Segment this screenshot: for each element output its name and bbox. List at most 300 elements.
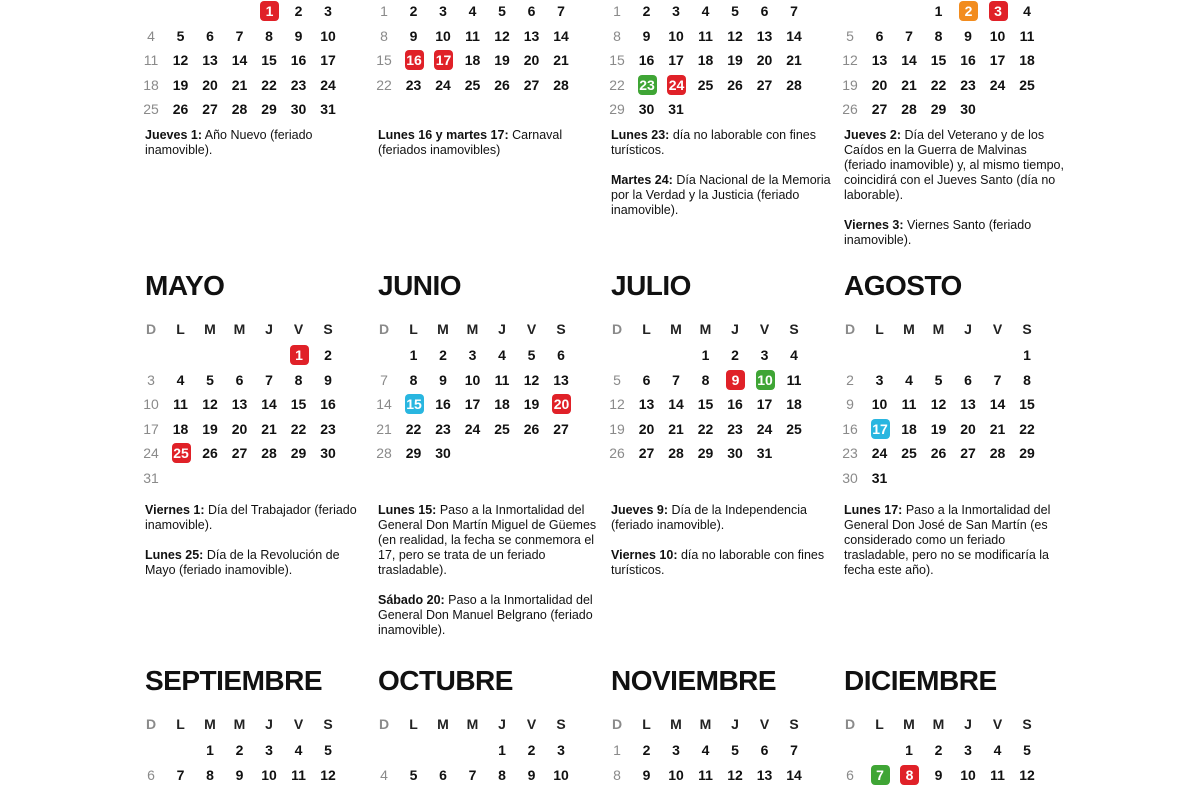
- holiday-note-date: Martes 24:: [611, 173, 673, 187]
- day-cell: 23: [727, 420, 743, 437]
- day-cell: 17: [320, 52, 336, 68]
- day-cell: 24: [320, 76, 336, 93]
- day-cell: 26: [172, 101, 189, 117]
- day-cell: 10: [464, 371, 481, 388]
- day-cell: 27: [523, 76, 540, 93]
- day-cell: 16: [435, 396, 451, 412]
- holiday-note: [611, 128, 831, 158]
- weekday-label: M: [204, 321, 216, 337]
- day-cell: 1: [1023, 347, 1031, 363]
- holiday-note: [378, 593, 598, 638]
- day-cell: 18: [143, 76, 159, 93]
- day-cell: [955, 0, 981, 22]
- day-cell: 10: [668, 27, 684, 44]
- day-cell: 22: [405, 420, 422, 437]
- holiday-note: [378, 503, 598, 578]
- day-cell: 20: [960, 420, 976, 437]
- weekday-label: D: [611, 716, 623, 732]
- day-cell: 13: [871, 52, 888, 68]
- weekday-label: D: [844, 321, 856, 337]
- day-cell: 11: [291, 766, 306, 783]
- day-cell: [663, 74, 689, 96]
- day-cell: 23: [320, 420, 336, 437]
- day-cell: [430, 49, 456, 71]
- day-cell: 9: [527, 766, 536, 783]
- holiday-badge: 24: [668, 76, 685, 93]
- day-cell: 9: [642, 766, 651, 783]
- day-cell: 16: [842, 420, 858, 437]
- day-cell: 3: [557, 742, 565, 758]
- day-cell: 6: [235, 371, 244, 388]
- day-cell: 23: [842, 445, 858, 461]
- holiday-note-date: Viernes 10:: [611, 548, 678, 562]
- day-cell: 2: [439, 347, 447, 363]
- weekday-label: S: [1022, 716, 1032, 732]
- holiday-notes: [611, 503, 831, 593]
- day-cell: 29: [697, 445, 714, 461]
- day-cell: 20: [523, 52, 540, 68]
- day-cell: [401, 49, 427, 71]
- day-cell: 3: [324, 3, 332, 19]
- day-cell: 16: [638, 52, 655, 68]
- day-cell: 30: [320, 445, 336, 461]
- day-cell: 1: [206, 742, 214, 758]
- holiday-notes: [378, 503, 598, 653]
- day-cell: 4: [468, 3, 477, 19]
- day-cell: 9: [846, 396, 854, 412]
- holiday-note-date: Lunes 16 y martes 17:: [378, 128, 509, 142]
- day-cell: 5: [527, 347, 536, 363]
- day-cell: 3: [760, 347, 769, 363]
- day-cell: 15: [1019, 396, 1035, 412]
- day-cell: 24: [756, 420, 773, 437]
- day-cell: 8: [265, 27, 273, 44]
- day-cell: 28: [786, 76, 802, 93]
- day-cell: 25: [1019, 76, 1035, 93]
- day-cell: 14: [261, 396, 277, 412]
- month-title: SEPTIEMBRE: [145, 665, 323, 696]
- day-cell: 19: [202, 420, 218, 437]
- day-cell: 30: [435, 445, 451, 461]
- day-cell: 21: [668, 420, 684, 437]
- holiday-note-date: Viernes 1:: [145, 503, 205, 517]
- weekday-label: M: [903, 321, 915, 337]
- weekday-label: J: [498, 321, 506, 337]
- day-cell: 4: [993, 742, 1002, 758]
- day-cell: 18: [697, 52, 714, 68]
- day-cell: 15: [261, 52, 277, 68]
- holiday-note-date: Viernes 3:: [844, 218, 904, 232]
- weekday-label: M: [670, 321, 682, 337]
- day-cell: 3: [672, 742, 680, 758]
- day-cell: 15: [609, 52, 625, 68]
- day-cell: 19: [930, 420, 947, 437]
- day-cell: 3: [265, 742, 273, 758]
- holiday-note: [611, 548, 831, 578]
- day-cell: 29: [1019, 445, 1035, 461]
- day-cell: 5: [934, 371, 943, 388]
- day-cell: 1: [409, 347, 418, 363]
- holiday-badge: 2: [959, 1, 978, 21]
- day-cell: 6: [206, 27, 214, 44]
- holiday-note-text: Día del Trabajador (feriado inamovible).: [145, 503, 357, 532]
- day-cell: 25: [464, 76, 481, 93]
- weekday-label: L: [409, 716, 418, 732]
- holiday-note-date: Jueves 9:: [611, 503, 668, 517]
- day-cell: 28: [989, 445, 1006, 461]
- day-cell: 5: [613, 371, 621, 388]
- holiday-badge: 20: [553, 396, 570, 412]
- day-cell: 18: [464, 52, 481, 68]
- day-cell: 24: [143, 445, 159, 461]
- holiday-note-text: día no laborable con fines turísticos.: [611, 548, 825, 577]
- holiday-note-date: Lunes 17:: [844, 503, 903, 517]
- day-cell: 2: [642, 3, 651, 19]
- weekday-label: J: [731, 716, 739, 732]
- day-cell: 1: [380, 3, 388, 19]
- day-cell: 8: [380, 27, 388, 44]
- holiday-notes: [145, 503, 365, 593]
- day-cell: 3: [468, 347, 477, 363]
- day-cell: 31: [668, 101, 684, 117]
- day-cell: 6: [147, 766, 155, 783]
- day-cell: 10: [871, 396, 888, 412]
- day-cell: 11: [901, 396, 917, 412]
- day-cell: 12: [930, 396, 947, 412]
- day-cell: 22: [290, 420, 307, 437]
- day-cell: 10: [989, 27, 1006, 44]
- day-cell: 4: [147, 27, 155, 44]
- day-cell: 21: [786, 52, 802, 68]
- day-cell: 27: [553, 420, 569, 437]
- day-cell: 15: [697, 396, 714, 412]
- day-cell: 9: [439, 371, 447, 388]
- day-cell: 28: [668, 445, 684, 461]
- holiday-badge: 1: [260, 1, 279, 21]
- day-cell: 25: [901, 445, 917, 461]
- day-cell: 26: [202, 445, 218, 461]
- weekday-label: L: [176, 716, 185, 732]
- day-cell: 3: [147, 371, 155, 388]
- day-cell: 29: [609, 101, 625, 117]
- weekday-label: M: [466, 716, 479, 732]
- day-cell: 18: [786, 396, 802, 412]
- month-title: OCTUBRE: [378, 665, 513, 696]
- day-cell: 2: [934, 742, 943, 758]
- day-cell: 20: [871, 76, 888, 93]
- day-cell: 31: [871, 469, 888, 486]
- day-cell: 27: [638, 445, 655, 461]
- month-title: AGOSTO: [844, 270, 962, 301]
- holiday-note: [145, 128, 365, 158]
- holiday-badge: 15: [406, 396, 422, 412]
- holiday-badge: 17: [435, 52, 452, 68]
- day-cell: 29: [930, 101, 947, 117]
- month-title: JULIO: [611, 270, 691, 301]
- day-cell: 10: [668, 766, 684, 783]
- day-cell: 26: [523, 420, 540, 437]
- day-cell: 1: [613, 3, 621, 19]
- day-cell: 29: [261, 101, 277, 117]
- weekday-label: M: [903, 716, 915, 732]
- month-title: MAYO: [145, 270, 225, 301]
- day-cell: 24: [871, 445, 888, 461]
- day-cell: 9: [324, 371, 332, 388]
- day-cell: 13: [231, 396, 248, 412]
- weekday-label: M: [932, 321, 945, 337]
- weekday-label: S: [789, 321, 799, 337]
- weekday-label: L: [875, 716, 884, 732]
- day-cell: 1: [613, 742, 621, 758]
- weekday-label: V: [992, 321, 1003, 337]
- day-cell: 13: [202, 52, 218, 68]
- holiday-notes: [145, 128, 365, 173]
- day-cell: 9: [934, 766, 943, 783]
- day-cell: 21: [901, 76, 917, 93]
- day-cell: 25: [494, 420, 510, 437]
- day-cell: 13: [756, 27, 773, 44]
- day-cell: 21: [261, 420, 277, 437]
- day-cell: 4: [701, 742, 710, 758]
- day-cell: 27: [960, 445, 976, 461]
- holiday-note: [844, 503, 1064, 578]
- weekday-label: D: [378, 716, 390, 732]
- day-cell: 22: [609, 76, 625, 93]
- holiday-note-date: Lunes 25:: [145, 548, 204, 562]
- holiday-note-text: Día del Veterano y de los Caídos en la Guerra de Malvinas (feriado inamovible) y, al mismo tiempo, coincidirá con el Jueves Santo (día no laborable).: [844, 128, 1064, 202]
- day-cell: 6: [846, 766, 854, 783]
- day-cell: 12: [172, 52, 189, 68]
- holiday-badge: 25: [173, 445, 189, 461]
- holiday-badge: 16: [406, 52, 422, 68]
- holiday-note-text: Paso a la Inmortalidad del General Don José de San Martín (es considerado como un feriado trasladable, pero no se modificaría la fecha este año).: [844, 503, 1051, 577]
- day-cell: 11: [698, 27, 713, 44]
- day-cell: 7: [380, 371, 388, 388]
- day-cell: 6: [439, 766, 447, 783]
- day-cell: 24: [989, 76, 1006, 93]
- weekday-label: M: [932, 716, 945, 732]
- day-cell: 20: [756, 52, 773, 68]
- day-cell: 14: [553, 27, 569, 44]
- weekday-label: S: [1022, 321, 1032, 337]
- day-cell: 13: [638, 396, 655, 412]
- day-cell: 26: [930, 445, 947, 461]
- day-cell: 14: [901, 52, 917, 68]
- day-cell: 1: [905, 742, 913, 758]
- day-cell: 19: [172, 76, 189, 93]
- day-cell: 31: [756, 445, 773, 461]
- day-cell: [401, 393, 427, 415]
- day-cell: [634, 74, 660, 96]
- day-cell: 1: [701, 347, 710, 363]
- holiday-badge: 10: [757, 371, 773, 388]
- day-cell: 7: [790, 742, 798, 758]
- day-cell: 16: [290, 52, 307, 68]
- day-cell: 19: [727, 52, 743, 68]
- day-cell: 22: [930, 76, 947, 93]
- weekday-label: V: [992, 716, 1003, 732]
- day-cell: 14: [668, 396, 684, 412]
- day-cell: 6: [875, 27, 884, 44]
- day-cell: 11: [173, 396, 188, 412]
- day-cell: 30: [960, 101, 976, 117]
- day-cell: 5: [846, 27, 854, 44]
- day-cell: [168, 442, 194, 464]
- day-cell: 7: [905, 27, 913, 44]
- day-cell: 7: [790, 3, 798, 19]
- day-cell: 7: [235, 27, 244, 44]
- day-cell: 12: [727, 27, 743, 44]
- day-cell: 28: [376, 445, 392, 461]
- day-cell: 10: [143, 396, 159, 412]
- day-cell: [896, 764, 922, 786]
- holiday-notes: [378, 128, 598, 173]
- holiday-badge: 3: [989, 1, 1008, 21]
- weekday-label: M: [233, 321, 246, 337]
- weekday-label: M: [437, 716, 449, 732]
- day-cell: 6: [527, 3, 536, 19]
- day-cell: 5: [409, 766, 418, 783]
- day-cell: 23: [435, 420, 451, 437]
- day-cell: 4: [1023, 3, 1031, 19]
- day-cell: 7: [468, 766, 477, 783]
- day-cell: 6: [642, 371, 651, 388]
- day-cell: 6: [557, 347, 565, 363]
- day-cell: 12: [202, 396, 218, 412]
- day-cell: 8: [934, 27, 943, 44]
- day-cell: 28: [901, 101, 917, 117]
- holiday-badge: 7: [871, 765, 890, 785]
- day-cell: 12: [523, 371, 540, 388]
- day-cell: [722, 369, 748, 391]
- day-cell: 21: [989, 420, 1006, 437]
- day-cell: 15: [930, 52, 947, 68]
- day-cell: 19: [842, 76, 858, 93]
- month-title: NOVIEMBRE: [611, 665, 777, 696]
- day-cell: 6: [760, 3, 769, 19]
- day-cell: 11: [143, 52, 159, 68]
- day-cell: 11: [786, 371, 802, 388]
- weekday-label: M: [204, 716, 216, 732]
- holiday-note-text: Carnaval (feriados inamovibles): [378, 128, 563, 157]
- day-cell: 2: [642, 742, 651, 758]
- day-cell: 7: [557, 3, 565, 19]
- holiday-notes: [844, 503, 1064, 593]
- holiday-notes: [844, 128, 1064, 263]
- day-cell: 14: [786, 766, 802, 783]
- month-title: DICIEMBRE: [844, 665, 997, 696]
- holiday-note-text: Viernes Santo (feriado inamovible).: [844, 218, 1032, 247]
- weekday-label: J: [265, 321, 273, 337]
- day-cell: 16: [320, 396, 336, 412]
- day-cell: 19: [494, 52, 510, 68]
- weekday-label: M: [437, 321, 449, 337]
- weekday-label: L: [409, 321, 418, 337]
- weekday-label: J: [964, 716, 972, 732]
- weekday-label: M: [233, 716, 246, 732]
- day-cell: 4: [176, 371, 185, 388]
- day-cell: 22: [1019, 420, 1035, 437]
- day-cell: [867, 418, 893, 440]
- day-cell: 8: [206, 766, 214, 783]
- day-cell: 27: [756, 76, 773, 93]
- holiday-badge: 1: [290, 345, 309, 365]
- day-cell: 26: [727, 76, 743, 93]
- day-cell: 1: [498, 742, 506, 758]
- weekday-label: V: [759, 321, 770, 337]
- day-cell: 22: [376, 76, 392, 93]
- day-cell: 27: [202, 101, 218, 117]
- day-cell: 12: [320, 766, 336, 783]
- day-cell: 15: [290, 396, 307, 412]
- day-cell: 28: [261, 445, 277, 461]
- day-cell: 30: [727, 445, 743, 461]
- holiday-note-date: Jueves 1:: [145, 128, 202, 142]
- day-cell: 20: [231, 420, 248, 437]
- day-cell: 4: [701, 3, 710, 19]
- day-cell: 21: [553, 52, 569, 68]
- weekday-label: L: [176, 321, 185, 337]
- weekday-label: M: [670, 716, 682, 732]
- day-cell: 20: [638, 420, 655, 437]
- day-cell: 27: [231, 445, 248, 461]
- day-cell: 19: [609, 420, 625, 437]
- day-cell: 2: [527, 742, 536, 758]
- weekday-label: J: [265, 716, 273, 732]
- weekday-label: D: [145, 321, 157, 337]
- day-cell: 11: [494, 371, 510, 388]
- day-cell: 10: [553, 766, 569, 783]
- day-cell: 8: [1023, 371, 1031, 388]
- day-cell: 26: [494, 76, 510, 93]
- holiday-note: [611, 173, 831, 218]
- day-cell: [286, 344, 312, 366]
- holiday-note: [844, 218, 1064, 248]
- day-cell: 27: [871, 101, 888, 117]
- day-cell: [256, 0, 282, 22]
- day-cell: 26: [842, 101, 858, 117]
- day-cell: 26: [609, 445, 625, 461]
- day-cell: 30: [842, 469, 858, 486]
- day-cell: 17: [668, 52, 684, 68]
- weekday-label: M: [699, 716, 712, 732]
- weekday-label: D: [145, 716, 157, 732]
- day-cell: 31: [320, 101, 336, 117]
- day-cell: 9: [409, 27, 418, 44]
- day-cell: 4: [498, 347, 506, 363]
- day-cell: 8: [613, 27, 621, 44]
- day-cell: 11: [990, 766, 1005, 783]
- day-cell: 22: [261, 76, 277, 93]
- day-cell: 9: [294, 27, 303, 44]
- day-cell: 23: [405, 76, 422, 93]
- day-cell: 31: [143, 469, 159, 486]
- weekday-label: L: [875, 321, 884, 337]
- day-cell: 7: [993, 371, 1002, 388]
- day-cell: 5: [176, 27, 185, 44]
- weekday-label: V: [293, 321, 304, 337]
- day-cell: 7: [265, 371, 273, 388]
- weekday-label: S: [323, 716, 333, 732]
- day-cell: 17: [989, 52, 1006, 68]
- day-cell: 5: [731, 3, 739, 19]
- day-cell: 5: [324, 742, 332, 758]
- day-cell: 8: [613, 766, 621, 783]
- day-cell: 30: [638, 101, 655, 117]
- holiday-note-date: Lunes 15:: [378, 503, 437, 517]
- day-cell: 3: [439, 3, 447, 19]
- day-cell: 13: [553, 371, 569, 388]
